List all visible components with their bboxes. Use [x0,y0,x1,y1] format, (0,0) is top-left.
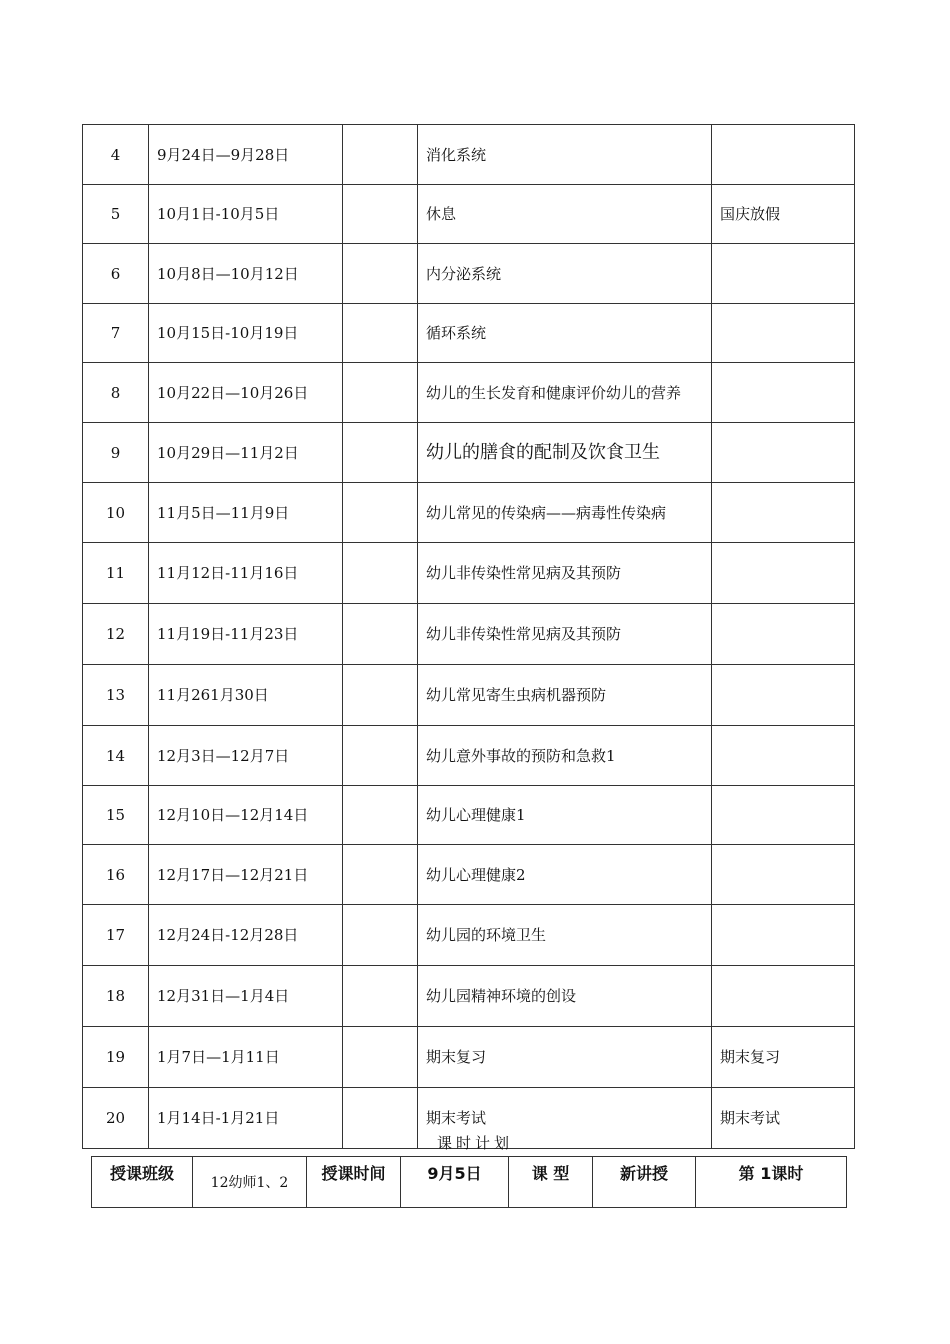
date-range: 12月10日—12月14日 [149,786,343,845]
remark [712,244,855,304]
remark: 国庆放假 [712,185,855,244]
date-range: 10月15日-10月19日 [149,304,343,363]
week-number: 12 [83,604,149,665]
lesson-topic: 幼儿非传染性常见病及其预防 [418,604,712,665]
blank-cell [343,1027,418,1088]
date-range: 11月12日-11月16日 [149,543,343,604]
blank-cell [343,363,418,423]
blank-cell [343,726,418,786]
date-range: 11月261月30日 [149,665,343,726]
lesson-topic: 期末考试 [418,1088,712,1149]
schedule-row [83,1027,855,1088]
week-number: 18 [83,966,149,1027]
blank-cell [343,185,418,244]
lesson-topic: 幼儿非传染性常见病及其预防 [418,543,712,604]
blank-cell [343,483,418,543]
week-number: 16 [83,845,149,905]
lesson-topic: 内分泌系统 [418,244,712,304]
period-value: 第 1课时 [696,1157,847,1208]
schedule-row [83,665,855,726]
lesson-topic: 幼儿常见的传染病——病毒性传染病 [418,483,712,543]
schedule-row [83,244,855,304]
week-number: 8 [83,363,149,423]
lesson-topic: 幼儿园的环境卫生 [418,905,712,966]
remark [712,363,855,423]
time-value: 9月5日 [401,1157,509,1208]
blank-cell [343,905,418,966]
date-range: 1月7日—1月11日 [149,1027,343,1088]
blank-cell [343,244,418,304]
blank-cell [343,845,418,905]
blank-cell [343,966,418,1027]
remark [712,905,855,966]
remark [712,726,855,786]
week-number: 17 [83,905,149,966]
week-number: 19 [83,1027,149,1088]
remark [712,845,855,905]
date-range: 9月24日—9月28日 [149,125,343,185]
schedule-row [83,726,855,786]
week-number: 10 [83,483,149,543]
class-label: 授课班级 [92,1157,193,1208]
blank-cell [343,304,418,363]
date-range: 11月5日—11月9日 [149,483,343,543]
remark [712,604,855,665]
schedule-row [83,543,855,604]
week-number: 9 [83,423,149,483]
date-range: 12月17日—12月21日 [149,845,343,905]
schedule-row [83,966,855,1027]
blank-cell [343,604,418,665]
date-range: 10月8日—10月12日 [149,244,343,304]
schedule-body [83,125,855,1149]
time-label: 授课时间 [307,1157,401,1208]
week-number: 11 [83,543,149,604]
remark [712,786,855,845]
date-range: 10月29日—11月2日 [149,423,343,483]
lesson-topic: 期末复习 [418,1027,712,1088]
lesson-topic: 幼儿心理健康1 [418,786,712,845]
lesson-plan-table [91,1156,847,1208]
blank-cell [343,423,418,483]
lesson-topic: 幼儿的生长发育和健康评价幼儿的营养 [418,363,712,423]
week-number: 6 [83,244,149,304]
remark [712,304,855,363]
date-range: 12月31日—1月4日 [149,966,343,1027]
week-number: 20 [83,1088,149,1149]
remark [712,665,855,726]
schedule-row [83,125,855,185]
lesson-topic: 消化系统 [418,125,712,185]
date-range: 1月14日-1月21日 [149,1088,343,1149]
remark [712,125,855,185]
blank-cell [343,665,418,726]
blank-cell [343,786,418,845]
remark: 期末复习 [712,1027,855,1088]
blank-cell [343,125,418,185]
type-label: 课 型 [509,1157,593,1208]
lesson-plan-title: 课时计划 [436,1134,513,1152]
date-range: 10月1日-10月5日 [149,185,343,244]
schedule-row [83,185,855,244]
schedule-row [83,483,855,543]
week-number: 5 [83,185,149,244]
date-range: 12月24日-12月28日 [149,905,343,966]
lesson-topic: 幼儿常见寄生虫病机器预防 [418,665,712,726]
week-number: 14 [83,726,149,786]
week-number: 15 [83,786,149,845]
remark: 期末考试 [712,1088,855,1149]
class-value: 12幼师1、2 [193,1157,307,1208]
week-number: 13 [83,665,149,726]
blank-cell [343,543,418,604]
lesson-topic: 幼儿心理健康2 [418,845,712,905]
date-range: 10月22日—10月26日 [149,363,343,423]
schedule-row [83,604,855,665]
date-range: 11月19日-11月23日 [149,604,343,665]
date-range: 12月3日—12月7日 [149,726,343,786]
schedule-row [83,363,855,423]
schedule-row [83,905,855,966]
schedule-row [83,786,855,845]
remark [712,483,855,543]
lesson-plan-row [92,1157,847,1208]
week-number: 4 [83,125,149,185]
remark [712,543,855,604]
lesson-topic: 幼儿园精神环境的创设 [418,966,712,1027]
schedule-row [83,423,855,483]
schedule-table [82,124,855,1149]
remark [712,423,855,483]
type-value: 新讲授 [593,1157,696,1208]
lesson-topic: 幼儿意外事故的预防和急救1 [418,726,712,786]
schedule-row [83,304,855,363]
week-number: 7 [83,304,149,363]
schedule-row [83,845,855,905]
lesson-topic: 幼儿的膳食的配制及饮食卫生 [418,423,712,483]
lesson-topic: 休息 [418,185,712,244]
remark [712,966,855,1027]
lesson-topic: 循环系统 [418,304,712,363]
